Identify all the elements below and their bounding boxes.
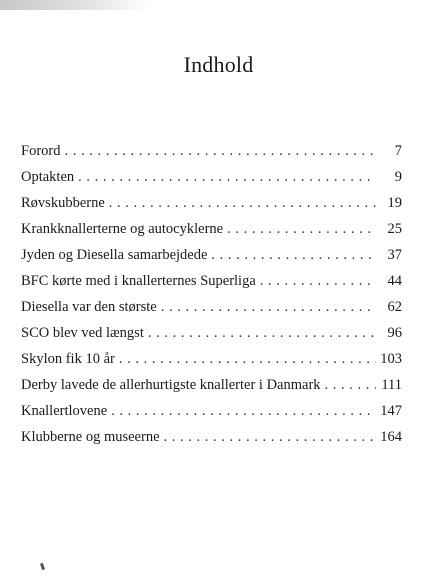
dot-leader [260,268,376,294]
toc-entry-title: Knallertlovene [21,403,108,419]
table-of-contents [21,138,402,450]
dot-leader [78,164,376,190]
toc-entry-page: 164 [380,429,402,445]
toc-entry-page: 147 [380,403,402,419]
dot-leader [109,190,376,216]
dot-leader [211,242,376,268]
toc-entry-title: Krankknallerterne og autocyklerne [21,221,224,237]
dot-leader [111,398,376,424]
dot-leader [119,346,376,372]
toc-entry [21,138,402,164]
toc-entry-page: 44 [387,273,402,289]
dot-leader [227,216,376,242]
toc-entry-title: Derby lavede de allerhurtigste knallerter i Danmark [21,377,321,393]
toc-entry-title: SCO blev ved længst [21,325,144,341]
toc-entry [21,372,402,398]
toc-entry-page: 62 [387,299,402,315]
toc-entry [21,346,402,372]
toc-entry-page: 7 [394,143,402,159]
scan-speck [40,563,45,571]
dot-leader [64,138,376,164]
toc-entry-page: 111 [381,377,402,393]
toc-entry [21,268,402,294]
toc-entry [21,242,402,268]
toc-entry [21,190,402,216]
toc-entry-title: Klubberne og museerne [21,429,160,445]
toc-entry-title: BFC kørte med i knallerternes Superliga [21,273,256,289]
toc-entry-title: Optakten [21,169,75,185]
toc-entry [21,398,402,424]
toc-entry-title: Jyden og Diesella samarbejdede [21,247,208,263]
dot-leader [325,372,376,398]
toc-entry-page: 96 [387,325,402,341]
toc-entry [21,294,402,320]
toc-entry-title: Skylon fik 10 år [21,351,115,367]
dot-leader [161,294,376,320]
scan-shadow [0,0,150,10]
toc-entry-title: Forord [21,143,61,159]
toc-entry-page: 19 [387,195,402,211]
dot-leader [164,424,376,450]
toc-entry [21,216,402,242]
dot-leader [148,320,376,346]
page-title: Indhold [183,52,254,77]
toc-entry-title: Diesella var den største [21,299,157,315]
toc-entry [21,320,402,346]
toc-entry-page: 9 [394,169,402,185]
toc-entry-title: Røvskubberne [21,195,105,211]
toc-entry [21,424,402,450]
toc-entry [21,164,402,190]
toc-entry-page: 37 [387,247,402,263]
toc-entry-page: 103 [380,351,402,367]
toc-entry-page: 25 [387,221,402,237]
